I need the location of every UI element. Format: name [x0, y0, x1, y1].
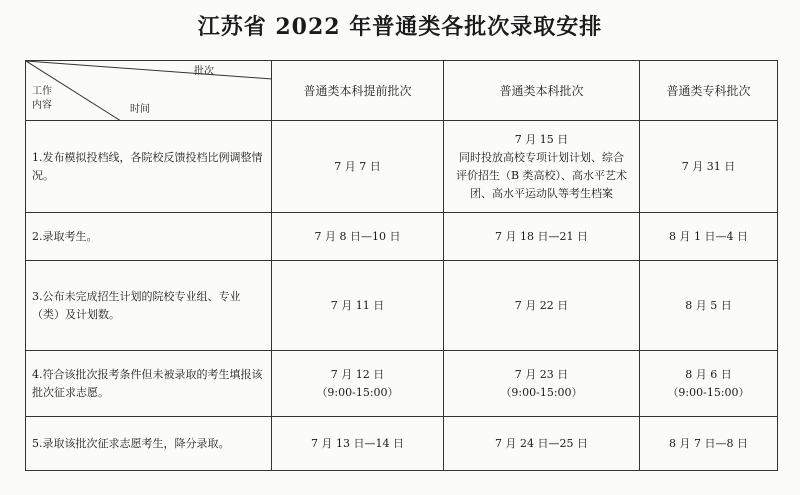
date-cell: 7 月 12 日 （9:00-15:00） — [272, 351, 444, 417]
task-cell: 2.录取考生。 — [26, 213, 272, 261]
corner-content-label: 内容 — [32, 100, 52, 111]
date-cell: 7 月 18 日—21 日 — [444, 213, 640, 261]
date-cell: 7 月 15 日 同时投放高校专项计划计划、综合 评价招生（B 类高校）、高水平艺术 团、高水平运动队等考生档案 — [444, 121, 640, 213]
date-cell: 8 月 7 日—8 日 — [640, 417, 778, 471]
corner-batch-label: 批次 — [194, 66, 214, 77]
table-row — [26, 261, 778, 351]
date-cell: 7 月 23 日 （9:00-15:00） — [444, 351, 640, 417]
page-title: 江苏省 2022 年普通类各批次录取安排 — [197, 14, 603, 40]
task-cell: 4.符合该批次报考条件但未被录取的考生填报该批次征求志愿。 — [26, 351, 272, 417]
corner-cell — [26, 61, 272, 121]
table-row — [26, 351, 778, 417]
table-row — [26, 121, 778, 213]
date-cell: 7 月 11 日 — [272, 261, 444, 351]
table-row — [26, 417, 778, 471]
date-cell: 8 月 1 日—4 日 — [640, 213, 778, 261]
corner-work-label: 工作 — [32, 86, 52, 97]
schedule-table — [25, 60, 778, 471]
date-cell: 7 月 24 日—25 日 — [444, 417, 640, 471]
date-cell: 8 月 6 日 （9:00-15:00） — [640, 351, 778, 417]
date-cell: 7 月 22 日 — [444, 261, 640, 351]
date-cell: 7 月 8 日—10 日 — [272, 213, 444, 261]
date-cell: 7 月 31 日 — [640, 121, 778, 213]
column-header: 普通类专科批次 — [640, 61, 778, 121]
header-row — [26, 61, 778, 121]
corner-time-label: 时间 — [130, 104, 150, 115]
task-cell: 1.发布模拟投档线，各院校反馈投档比例调整情况。 — [26, 121, 272, 213]
column-header: 普通类本科提前批次 — [272, 61, 444, 121]
date-cell: 8 月 5 日 — [640, 261, 778, 351]
task-cell: 3.公布未完成招生计划的院校专业组、专业（类）及计划数。 — [26, 261, 272, 351]
table-row — [26, 213, 778, 261]
date-cell: 7 月 7 日 — [272, 121, 444, 213]
column-header: 普通类本科批次 — [444, 61, 640, 121]
task-cell: 5.录取该批次征求志愿考生，降分录取。 — [26, 417, 272, 471]
date-cell: 7 月 13 日—14 日 — [272, 417, 444, 471]
